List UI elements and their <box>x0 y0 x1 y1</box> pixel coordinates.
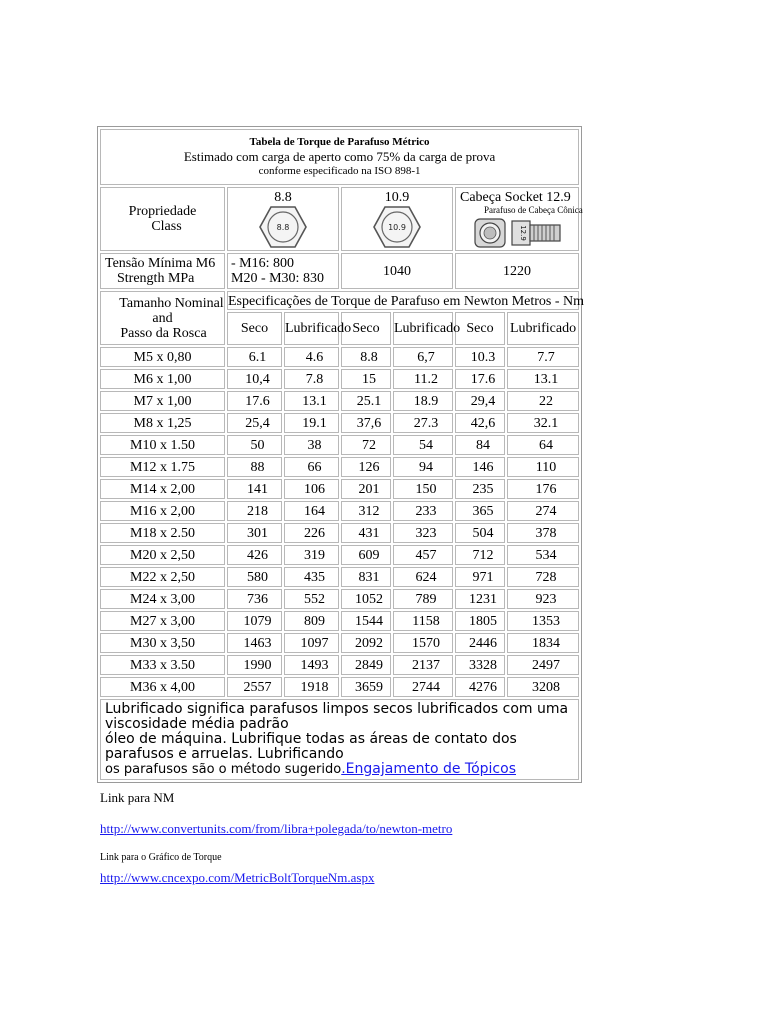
torque-value-cell: 66 <box>284 457 339 477</box>
torque-value-cell: 27.3 <box>393 413 453 433</box>
tension-value-10-9: 1040 <box>341 253 453 289</box>
torque-value-cell: 2497 <box>507 655 579 675</box>
table-row <box>100 435 579 455</box>
torque-value-cell: 11.2 <box>393 369 453 389</box>
torque-value-cell: 150 <box>393 479 453 499</box>
torque-value-cell: 50 <box>227 435 282 455</box>
bolt-size-cell: M18 x 2.50 <box>100 523 225 543</box>
table-header-cell <box>100 129 579 185</box>
torque-value-cell: 164 <box>284 501 339 521</box>
torque-value-cell: 3208 <box>507 677 579 697</box>
torque-value-cell: 17.6 <box>227 391 282 411</box>
table-row <box>100 655 579 675</box>
torque-value-cell: 301 <box>227 523 282 543</box>
torque-value-cell: 19.1 <box>284 413 339 433</box>
torque-value-cell: 2849 <box>341 655 391 675</box>
bolt-size-cell: M7 x 1,00 <box>100 391 225 411</box>
torque-value-cell: 146 <box>455 457 505 477</box>
torque-value-cell: 1544 <box>341 611 391 631</box>
lubrication-note: Lubrificado significa parafusos limpos secos lubrificados com uma viscosidade média padrão óleo de máquina. Lubrifique todas as áreas de contato dos parafusos e arruelas. Lubrificando os parafusos são o método sugerido.Engajamento de Tópicos <box>100 699 579 780</box>
torque-value-cell: 624 <box>393 567 453 587</box>
torque-value-cell: 13.1 <box>284 391 339 411</box>
bolt-size-cell: M6 x 1,00 <box>100 369 225 389</box>
torque-value-cell: 110 <box>507 457 579 477</box>
torque-value-cell: 319 <box>284 545 339 565</box>
socket-head-screw-icon <box>474 216 566 250</box>
table-row <box>100 523 579 543</box>
torque-value-cell: 94 <box>393 457 453 477</box>
torque-value-cell: 971 <box>455 567 505 587</box>
bolt-size-cell: M5 x 0,80 <box>100 347 225 367</box>
grade-10-9-label: 10.9 <box>384 190 410 205</box>
table-row <box>100 479 579 499</box>
thread-engagement-link[interactable]: .Engajamento de Tópicos <box>341 761 516 777</box>
grade-8-8-label: 8.8 <box>274 190 292 205</box>
bolt-size-cell: M8 x 1,25 <box>100 413 225 433</box>
torque-value-cell: 1834 <box>507 633 579 653</box>
torque-value-cell: 32.1 <box>507 413 579 433</box>
svg-text:8.8: 8.8 <box>276 223 290 232</box>
table-row <box>100 611 579 631</box>
torque-value-cell: 365 <box>455 501 505 521</box>
table-row <box>100 457 579 477</box>
torque-value-cell: 274 <box>507 501 579 521</box>
bolt-size-cell: M12 x 1.75 <box>100 457 225 477</box>
torque-value-cell: 2744 <box>393 677 453 697</box>
torque-value-cell: 6,7 <box>393 347 453 367</box>
torque-value-cell: 426 <box>227 545 282 565</box>
table-title: Tabela de Torque de Parafuso Métrico <box>249 135 430 148</box>
torque-value-cell: 312 <box>341 501 391 521</box>
torque-value-cell: 54 <box>393 435 453 455</box>
svg-text:12.9: 12.9 <box>519 225 527 241</box>
table-row <box>100 589 579 609</box>
bolt-size-cell: M33 x 3.50 <box>100 655 225 675</box>
property-class-label: Propriedade Class <box>100 187 225 251</box>
dry-header-8-8: Seco <box>227 312 282 345</box>
torque-value-cell: 1493 <box>284 655 339 675</box>
bolt-size-cell: M36 x 4,00 <box>100 677 225 697</box>
table-row <box>100 677 579 697</box>
bolt-size-cell: M24 x 3,00 <box>100 589 225 609</box>
torque-value-cell: 1097 <box>284 633 339 653</box>
grade-10-9-header <box>341 187 453 251</box>
torque-value-cell: 457 <box>393 545 453 565</box>
torque-value-cell: 218 <box>227 501 282 521</box>
torque-value-cell: 1990 <box>227 655 282 675</box>
torque-value-cell: 8.8 <box>341 347 391 367</box>
lubricated-header-8-8: Lubrificado <box>284 312 339 345</box>
bolt-size-cell: M10 x 1.50 <box>100 435 225 455</box>
table-row <box>100 391 579 411</box>
torque-value-cell: 431 <box>341 523 391 543</box>
torque-value-cell: 17.6 <box>455 369 505 389</box>
torque-value-cell: 7.7 <box>507 347 579 367</box>
torque-value-cell: 504 <box>455 523 505 543</box>
torque-value-cell: 226 <box>284 523 339 543</box>
torque-value-cell: 534 <box>507 545 579 565</box>
torque-value-cell: 84 <box>455 435 505 455</box>
torque-value-cell: 3328 <box>455 655 505 675</box>
tension-value-12-9: 1220 <box>455 253 579 289</box>
dry-header-10-9: Seco <box>341 312 391 345</box>
torque-value-cell: 4276 <box>455 677 505 697</box>
torque-value-cell: 1231 <box>455 589 505 609</box>
lubricated-header-10-9: Lubrificado <box>393 312 453 345</box>
torque-table <box>97 126 585 783</box>
torque-value-cell: 2092 <box>341 633 391 653</box>
torque-value-cell: 25,4 <box>227 413 282 433</box>
torque-value-cell: 1353 <box>507 611 579 631</box>
torque-value-cell: 38 <box>284 435 339 455</box>
torque-value-cell: 10.3 <box>455 347 505 367</box>
torque-value-cell: 1918 <box>284 677 339 697</box>
torque-value-cell: 580 <box>227 567 282 587</box>
hex-bolt-head-8-8-icon <box>258 205 308 249</box>
torque-value-cell: 609 <box>341 545 391 565</box>
torque-value-cell: 712 <box>455 545 505 565</box>
bolt-size-cell: M22 x 2,50 <box>100 567 225 587</box>
nm-link-label: Link para NM <box>100 790 175 805</box>
torque-value-cell: 42,6 <box>455 413 505 433</box>
torque-value-cell: 106 <box>284 479 339 499</box>
torque-value-cell: 1079 <box>227 611 282 631</box>
torque-value-cell: 435 <box>284 567 339 587</box>
hex-bolt-head-10-9-icon <box>372 205 422 249</box>
torque-value-cell: 809 <box>284 611 339 631</box>
table-row <box>100 347 579 367</box>
nm-link[interactable]: http://www.convertunits.com/from/libra+polegada/to/newton-metro <box>100 821 453 836</box>
torque-value-cell: 37,6 <box>341 413 391 433</box>
table-subtitle-iso: conforme especificado na ISO 898-1 <box>258 164 421 177</box>
torque-value-cell: 64 <box>507 435 579 455</box>
torque-value-cell: 2557 <box>227 677 282 697</box>
table-row <box>100 413 579 433</box>
bolt-size-cell: M30 x 3,50 <box>100 633 225 653</box>
bolt-size-cell: M27 x 3,00 <box>100 611 225 631</box>
tension-value-8-8: - M16: 800 M20 - M30: 830 <box>227 253 339 289</box>
torque-value-cell: 126 <box>341 457 391 477</box>
torque-value-cell: 736 <box>227 589 282 609</box>
grade-12-9-header <box>455 187 583 251</box>
torque-value-cell: 3659 <box>341 677 391 697</box>
torque-value-cell: 1570 <box>393 633 453 653</box>
torque-value-cell: 29,4 <box>455 391 505 411</box>
torque-chart-link[interactable]: http://www.cncexpo.com/MetricBoltTorqueNm.aspx <box>100 870 375 885</box>
torque-value-cell: 22 <box>507 391 579 411</box>
dry-header-12-9: Seco <box>455 312 505 345</box>
torque-value-cell: 4.6 <box>284 347 339 367</box>
bolt-size-cell: M16 x 2,00 <box>100 501 225 521</box>
torque-value-cell: 235 <box>455 479 505 499</box>
torque-value-cell: 1805 <box>455 611 505 631</box>
torque-value-cell: 831 <box>341 567 391 587</box>
torque-value-cell: 233 <box>393 501 453 521</box>
table-row <box>100 501 579 521</box>
torque-value-cell: 323 <box>393 523 453 543</box>
torque-value-cell: 7.8 <box>284 369 339 389</box>
torque-value-cell: 72 <box>341 435 391 455</box>
torque-value-cell: 6.1 <box>227 347 282 367</box>
torque-value-cell: 728 <box>507 567 579 587</box>
torque-value-cell: 18.9 <box>393 391 453 411</box>
table-row <box>100 633 579 653</box>
torque-value-cell: 176 <box>507 479 579 499</box>
torque-spec-header: Especificações de Torque de Parafuso em Newton Metros - Nm <box>227 291 579 310</box>
torque-value-cell: 201 <box>341 479 391 499</box>
table-row <box>100 369 579 389</box>
svg-text:10.9: 10.9 <box>388 223 406 232</box>
torque-value-cell: 10,4 <box>227 369 282 389</box>
torque-value-cell: 789 <box>393 589 453 609</box>
torque-value-cell: 88 <box>227 457 282 477</box>
bolt-size-cell: M14 x 2,00 <box>100 479 225 499</box>
size-pitch-header: Tamanho Nominal and Passo da Rosca <box>100 291 225 345</box>
table-row <box>100 545 579 565</box>
torque-value-cell: 552 <box>284 589 339 609</box>
torque-value-cell: 25.1 <box>341 391 391 411</box>
torque-value-cell: 1463 <box>227 633 282 653</box>
grade-12-9-label: Cabeça Socket 12.9 <box>460 190 571 205</box>
torque-value-cell: 1158 <box>393 611 453 631</box>
lubricated-header-12-9: Lubrificado <box>507 312 579 345</box>
grade-8-8-header <box>227 187 339 251</box>
torque-value-cell: 2137 <box>393 655 453 675</box>
table-subtitle: Estimado com carga de aperto como 75% da carga de prova <box>183 148 496 164</box>
tension-label: Tensão Mínima M6 Strength MPa <box>100 253 225 289</box>
table-row <box>100 567 579 587</box>
torque-chart-link-label: Link para o Gráfico de Torque <box>100 852 222 863</box>
torque-value-cell: 2446 <box>455 633 505 653</box>
torque-value-cell: 13.1 <box>507 369 579 389</box>
bolt-size-cell: M20 x 2,50 <box>100 545 225 565</box>
torque-value-cell: 1052 <box>341 589 391 609</box>
torque-value-cell: 141 <box>227 479 282 499</box>
torque-value-cell: 378 <box>507 523 579 543</box>
torque-value-cell: 923 <box>507 589 579 609</box>
grade-12-9-sublabel: Parafuso de Cabeça Cônica <box>484 205 583 215</box>
torque-value-cell: 15 <box>341 369 391 389</box>
